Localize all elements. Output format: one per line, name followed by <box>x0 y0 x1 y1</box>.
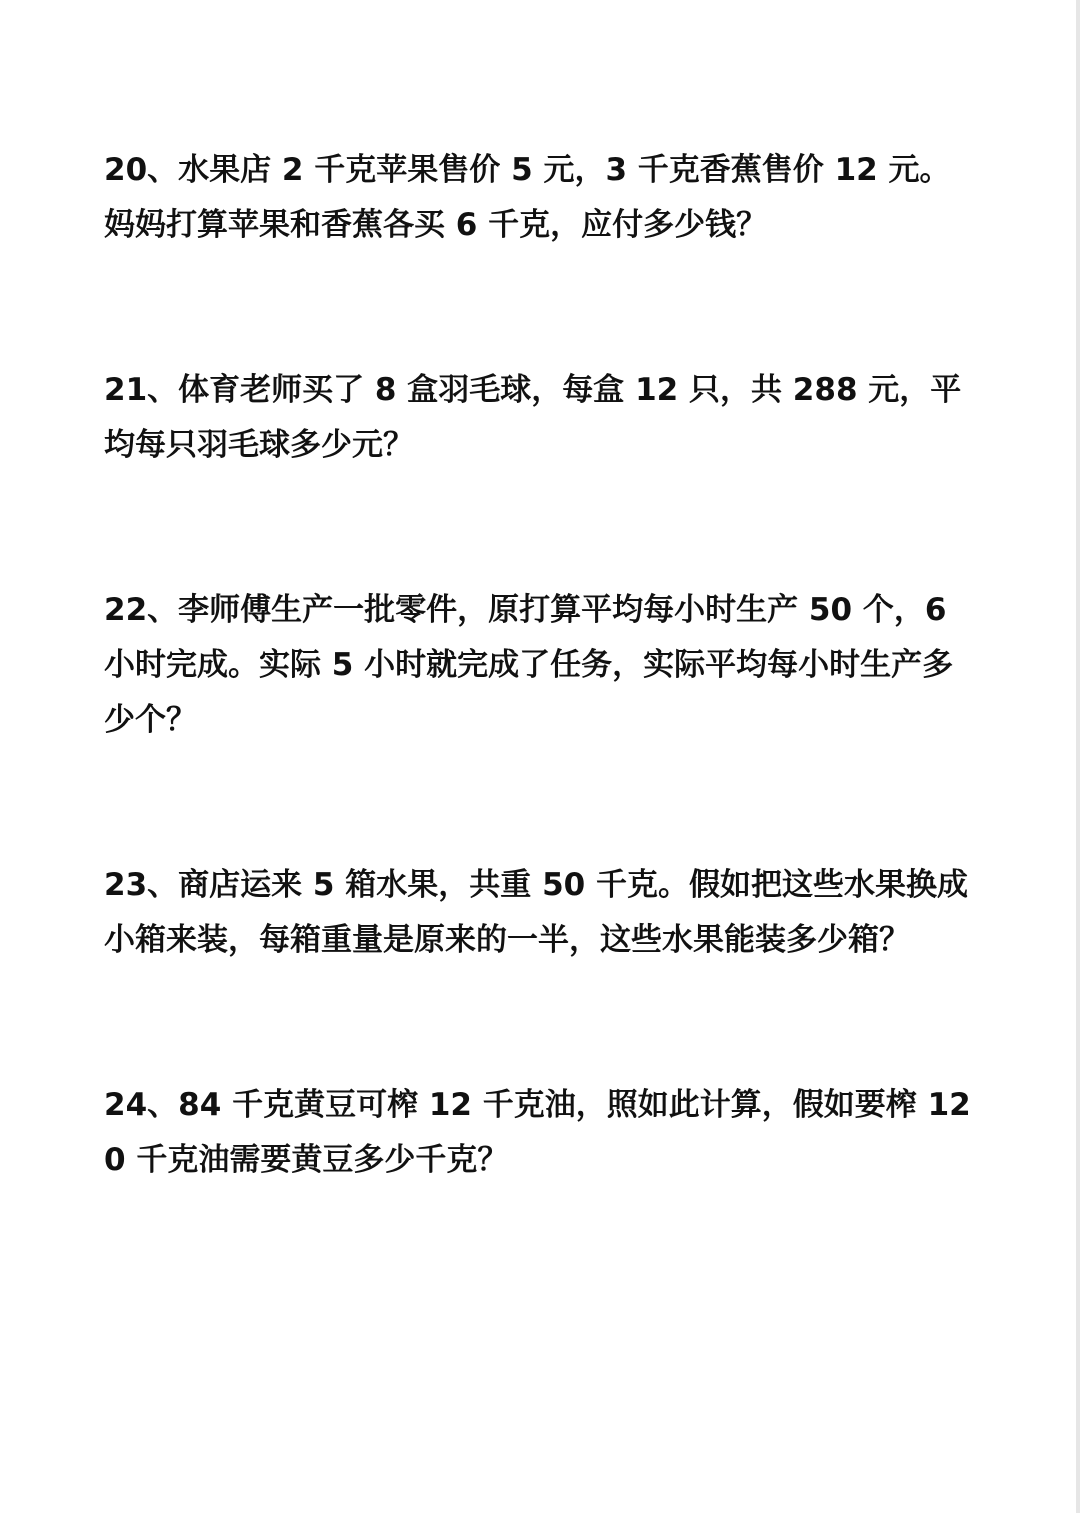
problem-24: 24、84 千克黄豆可榨 12 千克油，照如此计算，假如要榨 120 千克油需要黄豆多少千克？ <box>104 1087 971 1178</box>
problem-22: 22、李师傅生产一批零件，原打算平均每小时生产 50 个，6 小时完成。实际 5 小时就完成了任务，实际平均每小时生产多少个？ <box>104 592 954 738</box>
problem-20: 20、水果店 2 千克苹果售价 5 元，3 千克香蕉售价 12 元。妈妈打算苹果和香蕉各买 6 千克，应付多少钱？ <box>104 152 951 243</box>
problem-21: 21、体育老师买了 8 盒羽毛球，每盒 12 只，共 288 元，平均每只羽毛球多少元？ <box>104 372 962 463</box>
problem-23: 23、商店运来 5 箱水果，共重 50 千克。假如把这些水果换成小箱来装，每箱重量是原来的一半，这些水果能装多少箱？ <box>104 867 969 958</box>
